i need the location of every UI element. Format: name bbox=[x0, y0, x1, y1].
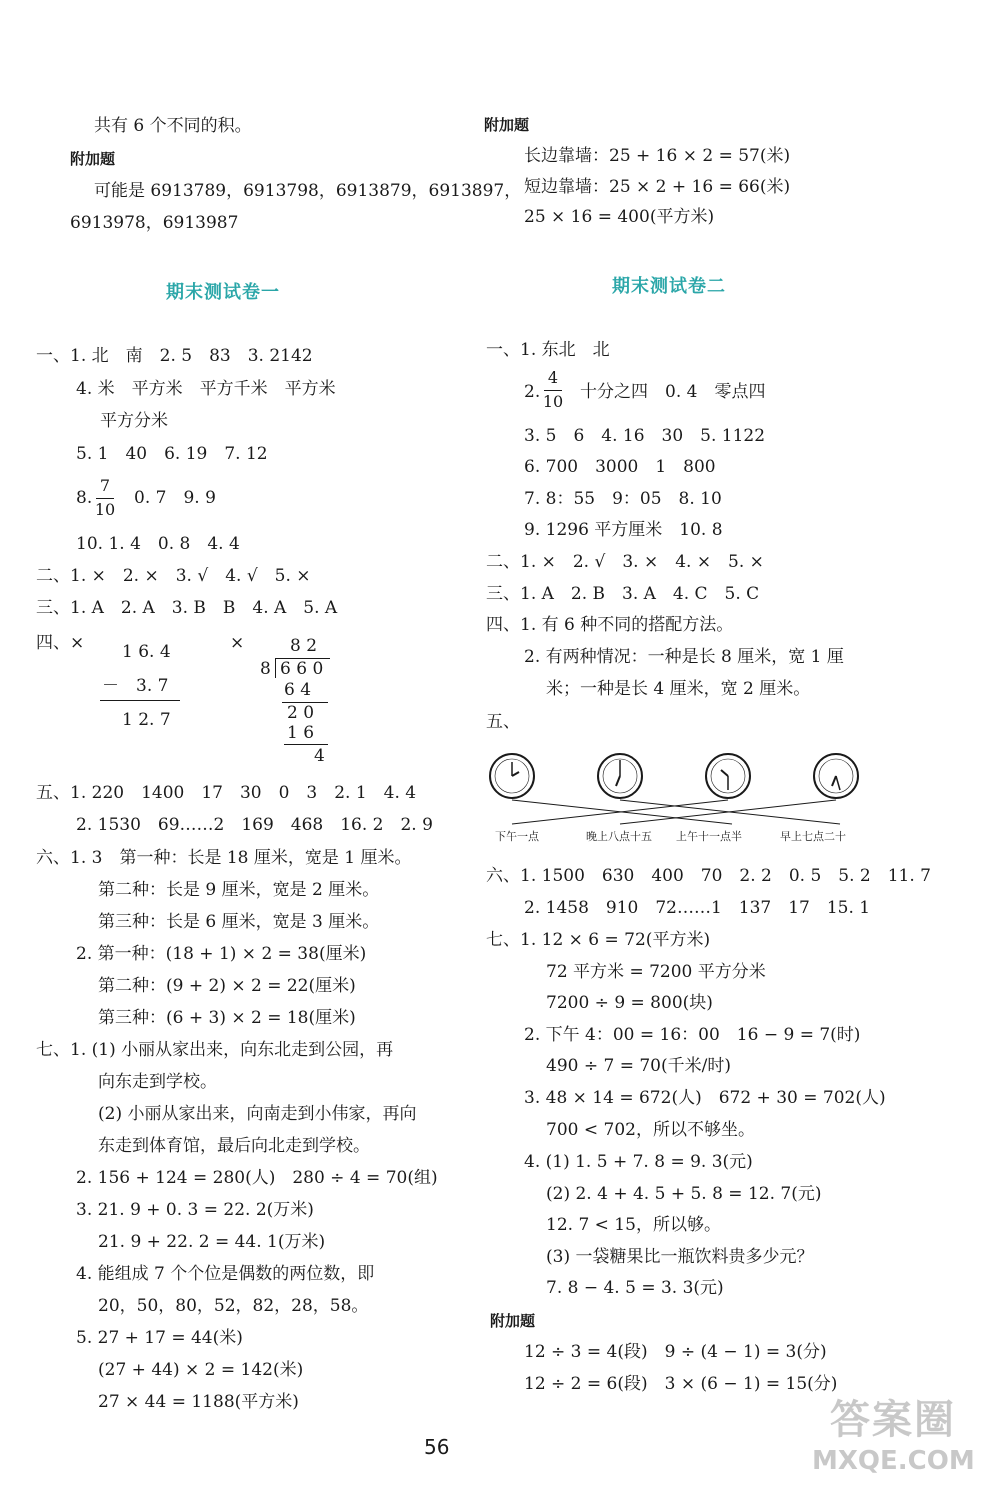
l25: 4. 能组成 7 个个位是偶数的两位数，即 bbox=[76, 1264, 375, 1284]
l6: 10. 1. 4 0. 8 4. 4 bbox=[76, 534, 240, 554]
frac-bar-1 bbox=[96, 498, 114, 499]
sub-line bbox=[100, 700, 180, 701]
clock-matching-figure bbox=[488, 748, 868, 840]
r22: 4. (1) 1. 5 + 7. 8 = 9. 3(元) bbox=[524, 1152, 753, 1172]
frac-num-2: 4 bbox=[547, 368, 559, 387]
l20: (2) 小丽从家出来，向南走到小伟家，再向 bbox=[98, 1104, 417, 1124]
r23: (2) 2. 4 + 4. 5 + 5. 8 = 12. 7(元) bbox=[546, 1184, 822, 1204]
r12: 五、 bbox=[486, 712, 520, 732]
right-extra-heading: 附加题 bbox=[484, 116, 530, 134]
r8: 三、1. A 2. B 3. A 4. C 5. C bbox=[486, 584, 760, 604]
l21: 东走到体育馆，最后向北走到学校。 bbox=[98, 1136, 370, 1156]
frac-den-1: 10 bbox=[94, 500, 116, 519]
product-count-line: 共有 6 个不同的积。 bbox=[94, 116, 252, 136]
l5: 8. bbox=[76, 488, 93, 508]
r19: 490 ÷ 7 = 70(千米/时) bbox=[546, 1056, 731, 1076]
numbers-line-1: 可能是 6913789，6913798，6913879，6913897， bbox=[94, 181, 522, 201]
sub-c: 1 2. 7 bbox=[122, 710, 171, 730]
r11: 米；一种是长 4 厘米，宽 2 厘米。 bbox=[546, 679, 811, 699]
clock-label-2: 晚上八点十五 bbox=[586, 830, 652, 843]
l12: 六、1. 3 第一种：长是 18 厘米，宽是 1 厘米。 bbox=[36, 848, 412, 868]
l15: 2. 第一种：(18 + 1) × 2 = 38(厘米) bbox=[76, 944, 367, 964]
r21: 700 < 702，所以不够坐。 bbox=[546, 1120, 755, 1140]
r6: 9. 1296 平方厘米 10. 8 bbox=[524, 520, 723, 540]
l28: (27 + 44) × 2 = 142(米) bbox=[98, 1360, 304, 1380]
r14: 2. 1458 910 72……1 137 17 15. 1 bbox=[524, 898, 871, 918]
r4: 6. 700 3000 1 800 bbox=[524, 457, 716, 477]
r26: 7. 8 − 4. 5 = 3. 3(元) bbox=[546, 1278, 724, 1298]
l9b: × bbox=[230, 633, 245, 653]
r-fujia-1: 长边靠墙：25 + 16 × 2 = 57(米) bbox=[524, 146, 791, 166]
div-bracket bbox=[275, 658, 276, 678]
div-r3: 1 6 bbox=[287, 723, 315, 743]
r25: (3) 一袋糖果比一瓶饮料贵多少元？ bbox=[546, 1247, 814, 1267]
left-extra-heading: 附加题 bbox=[70, 150, 116, 168]
r-fujia-2: 短边靠墙：25 × 2 + 16 = 66(米) bbox=[524, 177, 791, 197]
watermark-url: MXQE.COM bbox=[812, 1446, 975, 1476]
frac-bar-2 bbox=[544, 390, 562, 391]
l14: 第三种：长是 6 厘米，宽是 3 厘米。 bbox=[98, 912, 380, 932]
l18: 七、1. (1) 小丽从家出来，向东北走到公园，再 bbox=[36, 1040, 394, 1060]
l16: 第二种：(9 + 2) × 2 = 22(厘米) bbox=[98, 976, 356, 996]
clock-label-1: 下午一点 bbox=[495, 830, 539, 843]
clock-icon-4 bbox=[814, 754, 858, 798]
clock-icon-2 bbox=[598, 754, 642, 798]
sub-b: － 3. 7 bbox=[102, 676, 169, 696]
r3: 3. 5 6 4. 16 30 5. 1122 bbox=[524, 426, 766, 446]
r1: 一、1. 东北 北 bbox=[486, 340, 610, 360]
page-number: 56 bbox=[424, 1435, 450, 1459]
div-q: 8 2 bbox=[290, 636, 318, 656]
right-extra-heading-2: 附加题 bbox=[490, 1312, 536, 1330]
exam-title-1: 期末测试卷一 bbox=[166, 282, 280, 303]
l22: 2. 156 + 124 = 280(人) 280 ÷ 4 = 70(组) bbox=[76, 1168, 438, 1188]
l10: 五、1. 220 1400 17 30 0 3 2. 1 4. 4 bbox=[36, 783, 417, 803]
r17: 7200 ÷ 9 = 800(块) bbox=[546, 993, 713, 1013]
numbers-line-2: 6913978，6913987 bbox=[70, 213, 239, 233]
clock-icon-3 bbox=[706, 754, 750, 798]
l13: 第二种：长是 9 厘米，宽是 2 厘米。 bbox=[98, 880, 380, 900]
r20: 3. 48 × 14 = 672(人) 672 + 30 = 702(人) bbox=[524, 1088, 886, 1108]
l9: 四、× bbox=[36, 633, 85, 653]
l5b: 0. 7 9. 9 bbox=[134, 488, 216, 508]
div-d: 8 bbox=[260, 659, 271, 679]
l19: 向东走到学校。 bbox=[98, 1072, 217, 1092]
r16: 72 平方米 = 7200 平方分米 bbox=[546, 962, 766, 982]
l17: 第三种：(6 + 3) × 2 = 18(厘米) bbox=[98, 1008, 356, 1028]
r9: 四、1. 有 6 种不同的搭配方法。 bbox=[486, 615, 734, 635]
r7: 二、1. × 2. √ 3. × 4. × 5. × bbox=[486, 552, 764, 572]
r10: 2. 有两种情况：一种是长 8 厘米，宽 1 厘 bbox=[524, 647, 844, 667]
clock-label-4: 早上七点二十 bbox=[780, 830, 846, 843]
frac-den-2: 10 bbox=[542, 392, 564, 411]
clock-label-3: 上午十一点半 bbox=[676, 830, 742, 843]
l29: 27 × 44 = 1188(平方米) bbox=[98, 1392, 299, 1412]
div-r4: 4 bbox=[314, 746, 325, 766]
frac-num-1: 7 bbox=[99, 476, 111, 495]
r5: 7. 8：55 9：05 8. 10 bbox=[524, 489, 722, 509]
l8: 三、1. A 2. A 3. B B 4. A 5. A bbox=[36, 598, 338, 618]
r18: 2. 下午 4：00 = 16：00 16 − 9 = 7(时) bbox=[524, 1025, 861, 1045]
l24: 21. 9 + 22. 2 = 44. 1(万米) bbox=[98, 1232, 326, 1252]
exam-title-2: 期末测试卷二 bbox=[612, 276, 726, 297]
r28: 12 ÷ 2 = 6(段) 3 × (6 − 1) = 15(分) bbox=[524, 1374, 838, 1394]
r15: 七、1. 12 × 6 = 72(平方米) bbox=[486, 930, 711, 950]
l1: 一、1. 北 南 2. 5 83 3. 2142 bbox=[36, 346, 313, 366]
r2: 2. bbox=[524, 382, 541, 402]
r-fujia-3: 25 × 16 = 400(平方米) bbox=[524, 207, 715, 227]
r24: 12. 7 < 15，所以够。 bbox=[546, 1215, 721, 1235]
div-r1: 6 4 bbox=[284, 680, 312, 700]
l2: 4. 米 平方米 平方千米 平方米 bbox=[76, 379, 336, 399]
watermark-logo: 答案圈 bbox=[830, 1397, 956, 1443]
clock-icon-1 bbox=[490, 754, 534, 798]
l27: 5. 27 + 17 = 44(米) bbox=[76, 1328, 243, 1348]
l3: 平方分米 bbox=[100, 411, 168, 431]
l26: 20，50，80，52，82，28，58。 bbox=[98, 1296, 369, 1316]
r2b: 十分之四 0. 4 零点四 bbox=[580, 382, 766, 402]
sub-a: 1 6. 4 bbox=[122, 642, 171, 662]
l23: 3. 21. 9 + 0. 3 = 22. 2(万米) bbox=[76, 1200, 314, 1220]
div-n: 6 6 0 bbox=[280, 659, 324, 679]
l7: 二、1. × 2. × 3. √ 4. √ 5. × bbox=[36, 566, 311, 586]
l11: 2. 1530 69……2 169 468 16. 2 2. 9 bbox=[76, 815, 433, 835]
div-r2: 2 0 bbox=[287, 703, 315, 723]
div-line-2 bbox=[284, 744, 328, 745]
r13: 六、1. 1500 630 400 70 2. 2 0. 5 5. 2 11. 7 bbox=[486, 866, 931, 886]
r27: 12 ÷ 3 = 4(段) 9 ÷ (4 − 1) = 3(分) bbox=[524, 1342, 827, 1362]
l4: 5. 1 40 6. 19 7. 12 bbox=[76, 444, 268, 464]
